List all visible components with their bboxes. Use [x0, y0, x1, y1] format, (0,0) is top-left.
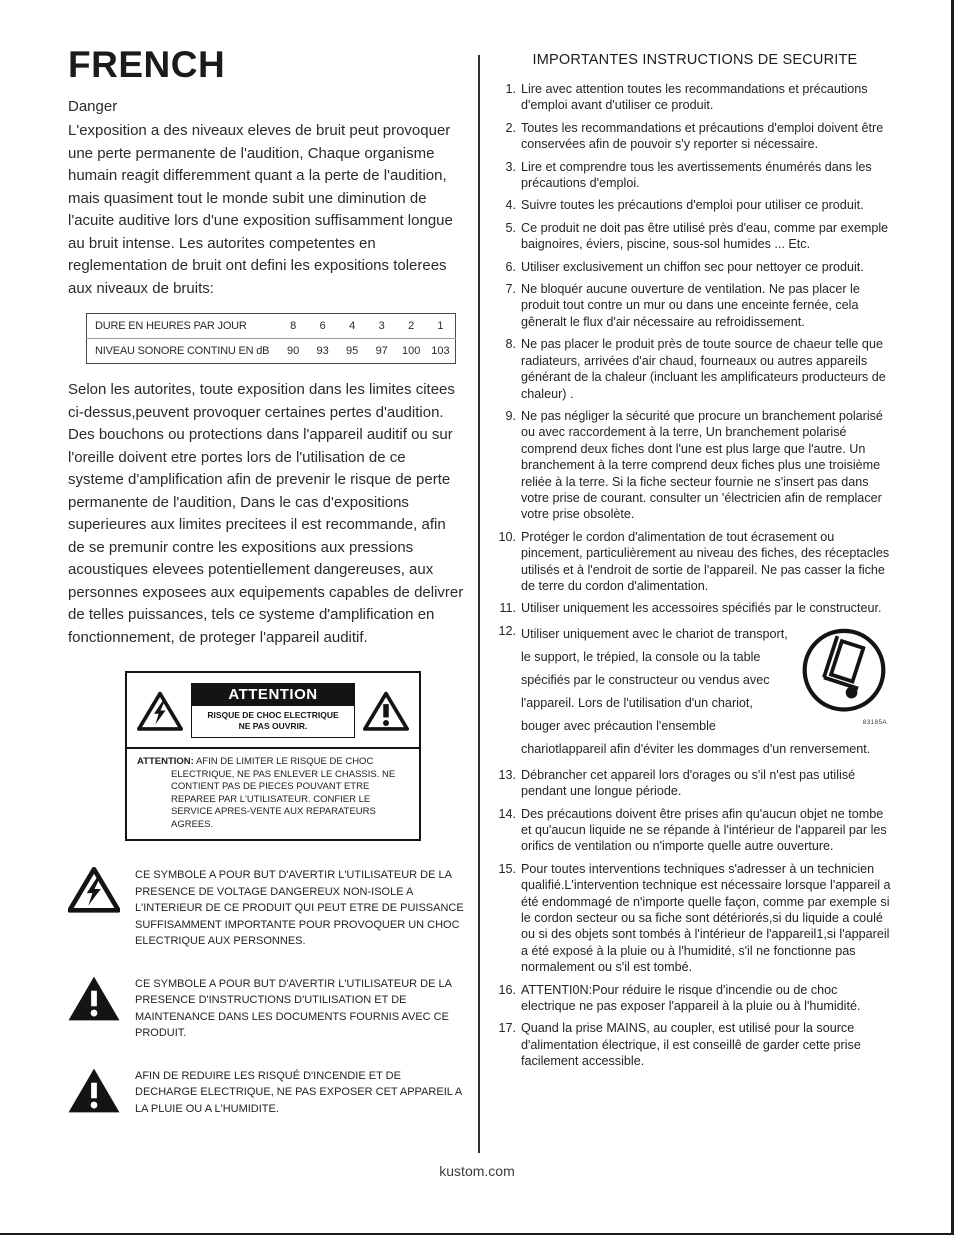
instruction-item-7	[497, 281, 893, 330]
instruction-number: 17.	[498, 1021, 516, 1036]
table-cell: 4	[349, 320, 356, 332]
instruction-text: Pour toutes interventions techniques s'adresser à un technicien qualifié.L'intervention technique est nécessaire lorsque l'appareil a été endommagé de n'importe quelle façon, comme par exemple si le cordon secteur ou sa fiche sont détériorés,si du liquide a coulé ou si des objets sont tombés à l'intérieur de l'appareil1,si l'appareil a été exposé à la pluie ou à l'humidité, s'il ne fonctionne pas normalement ou s'il est tombé.	[521, 861, 891, 975]
instruction-item-13	[497, 767, 893, 800]
footer-url: kustom.com	[439, 1163, 515, 1179]
instruction-text: Suivre toutes les précautions d'emploi pour utiliser ce produit.	[521, 198, 864, 213]
instruction-text: Débrancher cet appareil lors d'orages ou s'il n'est pas utilisé pendant une longue période.	[521, 767, 856, 799]
table-cell: 90	[278, 339, 308, 364]
symbol-note-text: CE SYMBOLE A POUR BUT D'AVERTIR L'UTILISATEUR DE LA PRESENCE DE VOLTAGE DANGEREUX NON-ISOLE A L'INTERIEUR DE CE PRODUIT QUI PEUT ETRE DE PUISSANCE SUFFISAMMENT IMPORTANTE POUR PROVOQUER UN CHOC ELECTRIQUE AUX PERSONNES.	[135, 869, 464, 947]
instruction-number: 4.	[505, 198, 516, 213]
attention-subtitle-line2: NE PAS OUVRIR.	[238, 721, 308, 731]
instruction-item-2	[497, 120, 893, 153]
table-row-hours-per-day	[87, 314, 456, 339]
instruction-number: 12.	[498, 623, 516, 638]
attention-subtitle	[192, 706, 354, 737]
instruction-item-16	[497, 982, 893, 1015]
instruction-text: Quand la prise MAINS, au coupler, est utilisé pour la source d'alimentation électrique, il est conseillê de garder cette prise facilement accessible.	[521, 1021, 861, 1069]
instruction-text: Utiliser exclusivement un chiffon sec pour nettoyer ce produit.	[521, 259, 864, 274]
instruction-item-9	[497, 408, 893, 523]
instruction-number: 3.	[505, 159, 516, 174]
symbol-note-text: AFIN DE REDUIRE LES RISQUÉ D'INCENDIE ET DE DECHARGE ELECTRIQUE, NE PAS EXPOSER CET APPAREIL A LA PLUIE OU A L'HUMIDITE.	[135, 1069, 462, 1115]
lightning-bolt-triangle-icon	[137, 690, 183, 732]
table-cell: 103	[426, 339, 456, 364]
instruction-text: Ne bloquér aucune ouverture de ventilation. Ne pas placer le produit tout contre un mur ou dans une enceinte fernée, cela gêneralt le flux d'air nécessaire au refroidissement.	[521, 282, 860, 329]
noise-exposure-intro: L'exposition a des niveaux eleves de bruit peut provoquer une perte permanente de l'audition, Chaque organisme humain reagit differemment quant a la perte de l'audition, mais quasiment tout le monde subit une diminution de l'acuite auditive lors d'une exposition suffisamment longue au bruit intense. Les autorites competentes en reglementation de bruit ont defini les expositions tolerees aux niveaux de bruits:	[68, 122, 453, 297]
instruction-number: 8.	[505, 337, 516, 352]
table-cell: 2	[408, 320, 415, 332]
attention-note-text: AFIN DE LIMITER LE RISQUE DE CHOC ELECTRIQUE, NE PAS ENLEVER LE CHASSIS. NE CONTIENT PAS DE PIECES POUVANT ETRE REPAREE PAR L'UTILISATEUR. CONFIER LE SERVICE APRES-VENTE AUX REPARATEURS AGREES.	[171, 756, 396, 830]
instruction-item-11	[497, 600, 893, 616]
instruction-item-6	[497, 259, 893, 275]
instruction-text: Ce produit ne doit pas être utilisé près d'eau, comme par exemple baignoires, éviers, piscine, sous-sol humides ... Etc.	[521, 220, 889, 252]
instruction-number: 1.	[505, 82, 516, 96]
instruction-item-1	[497, 81, 893, 114]
table-row-label: DURE EN HEURES PAR JOUR	[95, 320, 247, 332]
instruction-item-4	[497, 197, 893, 213]
instruction-number: 6.	[505, 259, 516, 274]
column-divider	[478, 55, 480, 1153]
instruction-item-10	[497, 529, 893, 595]
table-cell: 3	[378, 320, 385, 332]
instruction-text: Ne pas négliger la sécurité que procure un branchement polarisé ou avec raccordement à la terre, Un branchement polarisé comprend deux fiches dont l'une est plus large que l'autre. Un branchement à la terre comprend deux fiches plus une troisième reliée à la terre. Si la fiche secteur fournie ne s'insert pas dans votre prise de courant. consulter un 'électricien afin de remplacer votre prise obsolète.	[521, 408, 883, 522]
instruction-text: Utiliser uniquement les accessoires spécifiés par le constructeur.	[521, 601, 882, 616]
instruction-text: Lire et comprendre tous les avertissements énumérés dans les précautions d'emploi.	[521, 159, 872, 191]
instruction-item-14	[497, 806, 893, 855]
instruction-text: ATTENTI0N:Pour réduire le risque d'incendie ou de choc electrique ne pas exposer l'appareil à la pluie ou à l'humidité.	[521, 982, 861, 1014]
attention-title: ATTENTION	[192, 684, 354, 706]
exclamation-triangle-icon	[68, 975, 120, 1022]
instruction-text: Protéger le cordon d'alimentation de tout écrasement ou pincement, particulièrement au niveau des fiches, des réceptacles utilisés et à l'endroit de sortie de l'appareil. Ne pas casser la fiche de terre du cordon d'alimentation.	[521, 529, 890, 593]
table-cell: 97	[367, 339, 397, 364]
instruction-number: 9.	[505, 408, 516, 423]
exposure-table	[86, 313, 456, 364]
table-row-label: NIVEAU SONORE CONTINU EN dB	[87, 339, 279, 364]
instruction-item-15	[497, 861, 893, 976]
instruction-item-17	[497, 1020, 893, 1069]
instruction-item-5	[497, 220, 893, 253]
instruction-text: Ne pas placer le produit près de toute source de chaeur telle que radiateurs, arrivées d'air chaud, fourneaux ou autres appareils générant de la chaleur (incluant les amplificateurs producteurs de chaleur) .	[521, 337, 886, 401]
lightning-bolt-triangle-icon	[68, 866, 120, 913]
exclamation-triangle-icon	[363, 690, 409, 732]
instruction-number: 13.	[498, 767, 516, 782]
cart-icon-code: 83185A	[862, 718, 887, 726]
table-cell: 6	[319, 320, 326, 332]
instruction-number: 7.	[505, 282, 516, 297]
instruction-text: Lire avec attention toutes les recommandations et précautions d'emploi avant d'utiliser ce produit.	[521, 82, 868, 113]
instruction-number: 14.	[498, 806, 516, 821]
left-column	[68, 44, 464, 1117]
symbol-note-fire-shock	[68, 1067, 464, 1118]
symbol-note-text: CE SYMBOLE A POUR BUT D'AVERTIR L'UTILISATEUR DE LA PRESENCE D'INSTRUCTIONS D'UTILISATION ET DE MAINTENANCE DANS LES DOCUMENTS FOURNIS AVEC CE PRODUIT.	[135, 977, 452, 1039]
symbol-note-maintenance-docs	[68, 975, 464, 1042]
safety-instructions-title: IMPORTANTES INSTRUCTIONS DE SECURITE	[532, 52, 858, 68]
table-row-sound-level-db	[87, 339, 456, 364]
instruction-number: 10.	[498, 529, 516, 544]
instruction-text-wrap	[521, 623, 893, 761]
attention-note-label: ATTENTION:	[137, 756, 194, 767]
exclamation-triangle-icon	[68, 1067, 120, 1114]
right-column	[497, 52, 893, 1076]
table-cell: 8	[290, 320, 297, 332]
instruction-item-12	[497, 623, 893, 761]
table-cell: 93	[308, 339, 338, 364]
attention-subtitle-line1: RISQUE DE CHOC ELECTRIQUE	[207, 710, 339, 720]
table-cell: 1	[437, 320, 444, 332]
instruction-item-3	[497, 159, 893, 192]
instruction-text: Toutes les recommandations et précautions d'emploi doivent être conservées afin de pouvoir s'y reporter si nécessaire.	[521, 120, 884, 152]
instruction-number: 11.	[499, 601, 516, 616]
symbol-note-dangerous-voltage	[68, 866, 464, 950]
attention-note	[127, 747, 419, 839]
cart-tipping-warning-icon	[795, 625, 893, 734]
hearing-protection-paragraph: Selon les autorites, toute exposition dans les limites citees ci-dessus,peuvent provoquer certaines pertes d'audition. Des bouchons ou protections dans l'appareil auditif ou sur l'oreille doivent etre portes lors de l'utilisation de ce systeme d'amplification afin de prevenir le risque de perte permanente de l'audition, Dans le cas d'expositions superieures aux limites precitees il est recommande, afin de se premunir contre les expositions aux pressions acoustiques elevees potentiellement dangereuses, aux personnes exposees aux equipements capables de delivrer de telles puissances, tels ce systeme d'amplification en fonctionnement, de proteger l'appareil auditif.	[68, 381, 464, 646]
instruction-number: 5.	[505, 220, 516, 235]
instruction-number: 2.	[505, 120, 516, 135]
instruction-number: 16.	[498, 982, 516, 997]
table-cell: 100	[396, 339, 426, 364]
table-cell: 95	[337, 339, 367, 364]
instruction-item-8	[497, 336, 893, 402]
instruction-number: 15.	[498, 861, 516, 876]
instruction-text: Des précautions doivent être prises afin qu'aucun objet ne tombe et qu'aucun liquide ne se répande à l'intérieur de l'appareil par les orifics de ventilation ou n'importe quelle autre ouverture.	[521, 806, 887, 854]
attention-box-top	[127, 673, 419, 747]
attention-note-text-wrap	[137, 756, 411, 831]
page-title: FRENCH	[68, 44, 226, 85]
attention-label-box	[191, 683, 355, 738]
instruction-text: Utiliser uniquement avec le chariot de transport, le support, le trépied, la console ou la table spécifiés par le constructeur ou vendus avec l'appareil. Lors de l'utilisation d'un chariot, bouger avec précaution l'ensemble chariotlappareil afin d'éviter les dommages d'un renversement.	[521, 626, 871, 756]
attention-warning-box	[125, 671, 421, 841]
danger-label: Danger	[68, 98, 118, 115]
